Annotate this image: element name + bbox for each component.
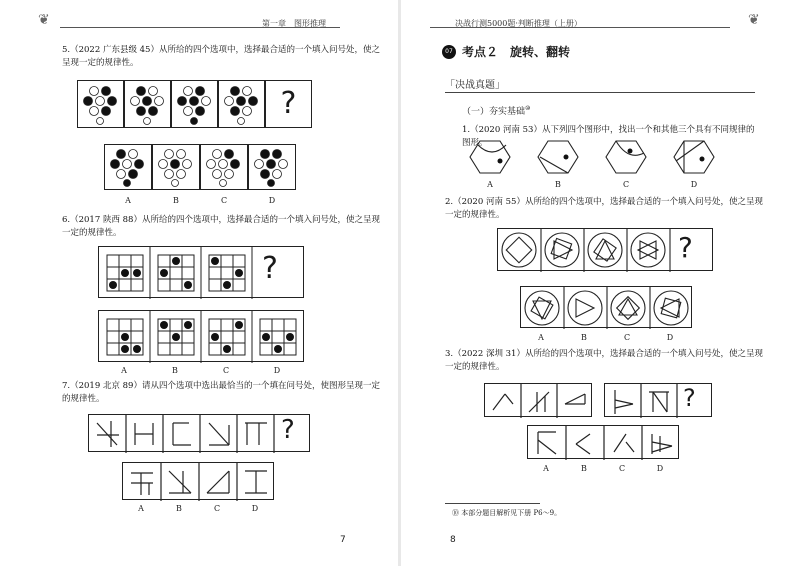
option-label-d: D — [666, 333, 674, 342]
q7-figure-row — [88, 414, 310, 452]
line-symbol-icon — [485, 384, 593, 418]
option-label-c: C — [618, 464, 626, 473]
question-mark: ? — [280, 86, 297, 121]
footnote-rule — [445, 503, 540, 504]
q7-options-row — [122, 462, 274, 500]
line-symbol-icon — [605, 384, 713, 418]
q5-figure-2 — [124, 80, 171, 128]
option-label-a: A — [125, 196, 131, 205]
option-label-c: C — [213, 504, 221, 513]
sub-heading — [462, 104, 530, 117]
q6-options-row — [98, 310, 304, 362]
question-mark: ? — [678, 231, 693, 264]
honeycomb-icon — [201, 145, 245, 187]
q5-option-a[interactable] — [104, 144, 152, 190]
honeycomb-icon — [78, 81, 122, 125]
section-badge-icon: 07 — [442, 45, 456, 59]
sub-heading-text: （一）夯实基础 — [462, 107, 526, 117]
question-1-text: 1.（2020 河南 53）从下列四个图形中，找出一个和其他三个具有不同规律的图形。 — [462, 125, 755, 148]
option-label-c: C — [220, 196, 228, 205]
question-3-text: 3.（2022 深圳 31）从所给的四个选项中，选择最合适的一个填入问号处，使之呈现一定的规律性。 — [445, 349, 763, 372]
option-label-a: A — [538, 333, 544, 342]
q5-option-c[interactable] — [200, 144, 248, 190]
leaf-ornament-icon: ❦ — [38, 12, 50, 28]
question-mark: ? — [262, 251, 278, 286]
option-label-d: D — [273, 366, 281, 375]
q5-figure-4 — [218, 80, 265, 128]
option-label-c: C — [623, 333, 631, 342]
line-symbol-icon — [528, 426, 680, 460]
banner-rule — [445, 92, 755, 93]
option-label-a: A — [543, 464, 549, 473]
grid-dots-icon — [99, 311, 305, 363]
hexagon-icon — [470, 137, 770, 177]
option-label-b: B — [555, 180, 561, 189]
question-mark: ? — [683, 384, 696, 412]
page-number-right: 8 — [450, 535, 456, 545]
honeycomb-icon — [219, 81, 263, 125]
option-label-b: B — [176, 504, 182, 513]
q5-question-box — [265, 80, 312, 128]
q5-figure-3 — [171, 80, 218, 128]
question-7-text: 7.（2019 北京 89）请从四个选项中选出最恰当的一个填在问号处，使图形呈现一定的规律性。 — [62, 381, 380, 404]
option-label-b: B — [581, 464, 587, 473]
option-label-d: D — [251, 504, 259, 513]
honeycomb-icon — [125, 81, 169, 125]
option-label-a: A — [121, 366, 127, 375]
line-symbol-icon — [123, 463, 275, 501]
honeycomb-icon — [153, 145, 197, 187]
header-chapter: 第一章 图形推理 — [262, 19, 326, 28]
q3-figure-group-1 — [484, 383, 592, 417]
q2-figure-row — [497, 228, 713, 271]
question-2-text: 2.（2020 河南 55）从所给的四个选项中，选择最合适的一个填入问号处，使之呈现一定的规律性。 — [445, 197, 763, 220]
option-label-a: A — [138, 504, 144, 513]
leaf-ornament-icon: ❦ — [748, 12, 760, 28]
q3-figure-group-2 — [604, 383, 712, 417]
footnote-mark: ⑩ — [525, 105, 531, 112]
option-label-c: C — [622, 180, 630, 189]
banner-label: 「决战真题」 — [445, 80, 505, 91]
option-label-b: B — [172, 366, 178, 375]
honeycomb-icon — [105, 145, 149, 187]
line-symbol-icon — [89, 415, 311, 453]
question-5-text: 5.（2022 广东县级 45）从所给的四个选项中，选择最合适的一个填入问号处，使之呈现一定的规律性。 — [62, 45, 380, 68]
q2-options-row — [520, 286, 692, 328]
question-6-text: 6.（2017 陕西 88）从所给的四个选项中，选择最合适的一个填入问号处，使之呈现一定的规律性。 — [62, 215, 380, 238]
option-label-c: C — [222, 366, 230, 375]
q5-figure-1 — [77, 80, 124, 128]
option-label-b: B — [173, 196, 179, 205]
circle-shape-icon — [521, 287, 693, 329]
option-label-d: D — [690, 180, 698, 189]
q6-figure-row — [98, 246, 304, 298]
option-label-a: A — [487, 180, 493, 189]
option-label-d: D — [268, 196, 276, 205]
q5-option-b[interactable] — [152, 144, 200, 190]
q3-options-row — [527, 425, 679, 459]
question-mark: ? — [281, 415, 295, 445]
honeycomb-icon — [172, 81, 216, 125]
page-number-left: 7 — [340, 535, 346, 545]
honeycomb-icon — [249, 145, 293, 187]
header-book-title: 决战行测5000题·判断推理（上册） — [455, 19, 582, 28]
page-gutter — [398, 0, 401, 566]
option-label-d: D — [656, 464, 664, 473]
q5-option-d[interactable] — [248, 144, 296, 190]
option-label-b: B — [581, 333, 587, 342]
footnote-text: ⑩ 本部分题目解析见下册 P6～9。 — [452, 509, 562, 517]
section-title: 考点２ 旋转、翻转 — [462, 45, 571, 59]
